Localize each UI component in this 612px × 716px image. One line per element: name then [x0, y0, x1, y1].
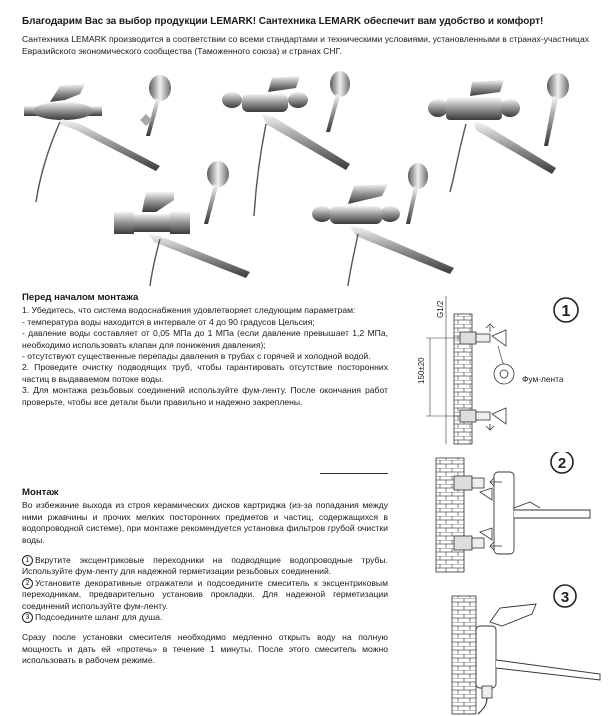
diagram-step-3 — [410, 582, 606, 716]
section-mount — [22, 487, 388, 667]
step-number: 1 — [22, 555, 33, 566]
dimension-label: 150±20 — [417, 357, 426, 384]
divider — [320, 473, 388, 474]
paragraph: Сразу после установки смесителя необходимо медленно открыть воду на полную мощность и дать ей «протечь» в течение 1 минуты. После этого смеситель можно использовать в рабочем режиме. — [22, 632, 388, 666]
section-heading: Перед началом монтажа — [22, 292, 139, 303]
diagram-step-2 — [410, 452, 606, 578]
step-text: Подсоедините шланг для душа. — [35, 612, 163, 623]
shower-hose — [478, 698, 487, 714]
step-text: Установите декоративные отражатели и подсоедините смеситель к эксцентриковым переходникам, предварительно установив прокладки. Для надежной герметизации соединений используйте фум-ленту. — [22, 577, 388, 611]
tape-icon — [494, 364, 514, 384]
product-photos — [10, 64, 610, 290]
paragraph: Во избежание выхода из строя керамических дисков картриджа (из-за попадания между ними ржавчины и прочих мелких посторонних предметов и частиц, содержащихся в водопроводной системе), при монтаже рекомендуется установка фильтров грубой очистки воды. — [22, 500, 388, 545]
diagram-step-1 — [410, 292, 606, 452]
adapter-top — [454, 476, 484, 490]
step-1-text — [22, 555, 388, 578]
paragraph: 1. Убедитесь, что система водоснабжения удовлетворяет следующим параметрам: — [22, 305, 356, 316]
step-number: 2 — [22, 578, 33, 589]
faucet-photo-2 — [222, 71, 350, 216]
faucet-photo-4 — [114, 161, 250, 286]
section-heading: Монтаж — [22, 487, 59, 498]
step-number: 2 — [557, 455, 567, 472]
faucet-photo-3 — [428, 73, 569, 192]
step-2-text — [22, 578, 388, 612]
faucet-photo-1 — [24, 75, 171, 202]
step-number: 3 — [22, 612, 33, 623]
mixer-installed — [476, 604, 600, 698]
step-text: Вкрутите эксцентриковые переходники на подводящие водопроводные трубы. Используйте фум-ленту для надежной герметизации резьбовых соединений. — [22, 555, 388, 577]
paragraph: - отсутствуют существенные перепады давления в трубах с горячей и холодной водой. — [22, 351, 371, 362]
intro-text: Сантехника LEMARK производится в соответствии со всеми стандартами и техническими условиями, установленными в странах-участницах Евразийского экономического сообщества (Таможенного союза) и странах СНГ. — [22, 34, 590, 56]
section-before — [22, 292, 388, 408]
thread-label: G1/2 — [436, 300, 445, 318]
paragraph: 3. Для монтажа резьбовых соединений используйте фум-ленту. После окончания работ проверьте, чтобы все детали были правильно и надежно закреплены. — [22, 385, 388, 407]
page-title: Благодарим Вас за выбор продукции LEMARK! Сантехника LEMARK обеспечит вам удобство и комфорт! — [22, 16, 544, 27]
faucet-photo-5 — [312, 163, 454, 286]
step-3-text — [22, 612, 388, 623]
mixer-body — [494, 472, 590, 554]
paragraph: 2. Проведите очистку подводящих труб, чтобы гарантировать отсутствие посторонних частиц в выдаваемом потоке воды. — [22, 362, 388, 384]
step-number: 3 — [560, 589, 570, 606]
adapter-bottom — [454, 536, 484, 550]
paragraph: - температура воды находится в интервале от 4 до 90 градусов Цельсия; — [22, 316, 315, 327]
step-number: 1 — [561, 303, 571, 320]
paragraph: - давление воды составляет от 0,05 МПа до 1 МПа (если давление превышает 1,2 МПа, необходимо использовать клапан для понижения давления); — [22, 328, 388, 350]
tape-label: Фум-лента — [522, 374, 564, 384]
